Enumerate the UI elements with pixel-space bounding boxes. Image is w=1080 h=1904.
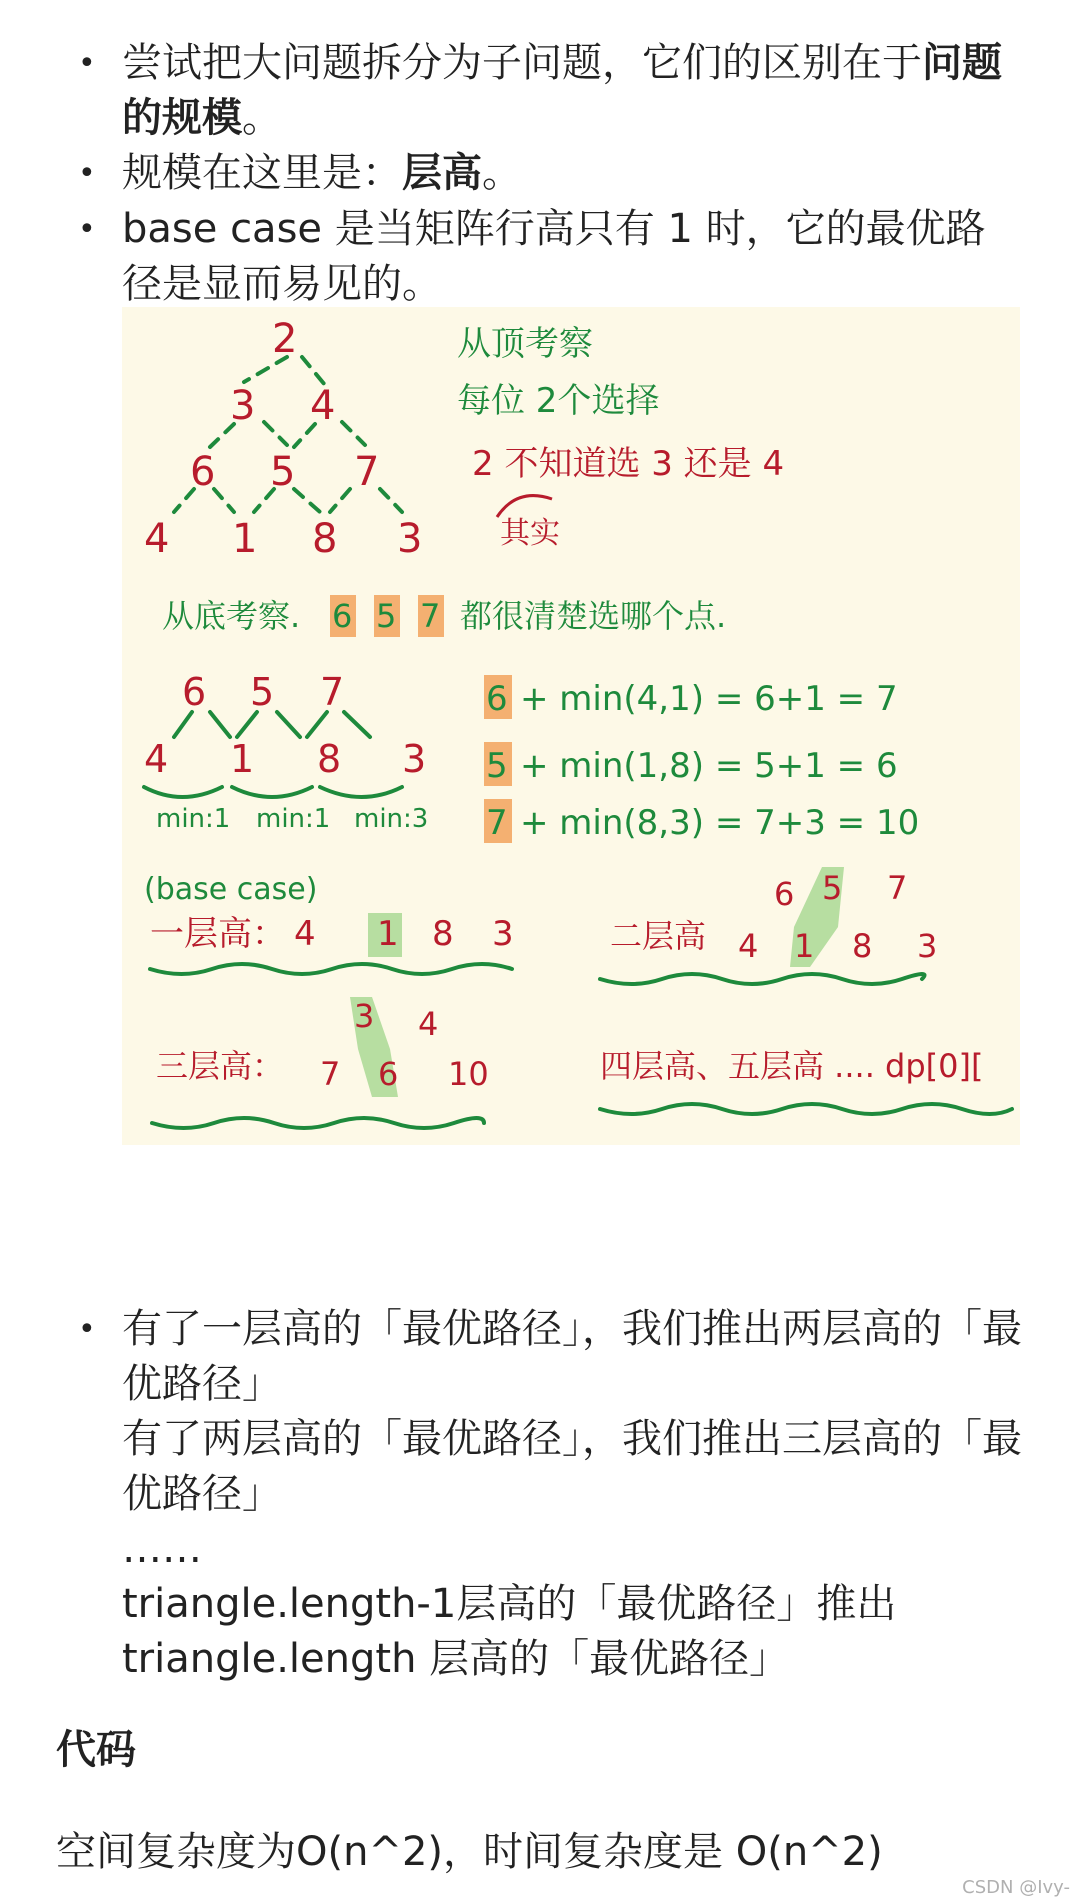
complexity-paragraph: 空间复杂度为O(n^2)，时间复杂度是 O(n^2) bbox=[56, 1829, 883, 1875]
equation-hl: 5 bbox=[486, 746, 508, 786]
bullet-item bbox=[122, 1302, 1022, 1687]
layer1-value: 1 bbox=[377, 914, 399, 954]
equation-hl: 6 bbox=[486, 679, 508, 719]
bullet-text: 尝试把大问题拆分为子问题，它们的区别在于 bbox=[122, 40, 922, 86]
bullet-text: 规模在这里是： bbox=[122, 150, 402, 196]
base-case-label: (base case) bbox=[144, 872, 318, 907]
note-text: 从顶考察 bbox=[457, 324, 593, 364]
triangle-node: 5 bbox=[270, 449, 296, 495]
bullet-text: 。 bbox=[482, 150, 522, 196]
bullet-item bbox=[122, 146, 1022, 201]
triangle-node: 1 bbox=[232, 516, 258, 562]
mini-bottom-node: 1 bbox=[230, 737, 255, 781]
equation-text: + min(4,1) = 6+1 = 7 bbox=[520, 679, 898, 719]
bullet-bold: 问题的规模 bbox=[122, 40, 1002, 141]
figure-canvas bbox=[122, 307, 1020, 1145]
bullet-line: • 有了一层高的「最优路径」，我们推出两层高的「最优路径」 bbox=[122, 1306, 1022, 1407]
layer1-value: 3 bbox=[492, 914, 514, 954]
mini-top-node: 5 bbox=[250, 670, 275, 714]
layer-label: 二层高 bbox=[610, 917, 707, 955]
equation-text: + min(1,8) = 5+1 = 6 bbox=[520, 746, 898, 786]
layer2-top-value: 6 bbox=[774, 875, 795, 913]
layer3-bottom-value: 10 bbox=[448, 1055, 489, 1093]
observation-hl: 6 bbox=[332, 597, 353, 635]
bullet-item bbox=[122, 202, 1022, 312]
layer2-bottom-value: 8 bbox=[852, 927, 873, 965]
note-text: 每位 2个选择 bbox=[457, 381, 660, 421]
bullet-text: 。 bbox=[242, 95, 282, 141]
note-text: 2 不知道选 3 还是 4 bbox=[472, 444, 785, 484]
note-text: 其实 bbox=[500, 516, 560, 551]
min-label: min:3 bbox=[354, 804, 429, 834]
triangle-node: 7 bbox=[354, 449, 380, 495]
triangle-node: 8 bbox=[312, 516, 338, 562]
bullet-bold: 层高 bbox=[402, 150, 482, 196]
bullet-line: …… bbox=[122, 1526, 202, 1572]
observation-hl: 7 bbox=[420, 597, 441, 635]
triangle-node: 4 bbox=[310, 383, 336, 429]
bullet-line: triangle.length-1层高的「最优路径」推出 bbox=[122, 1581, 897, 1627]
observation-hl: 5 bbox=[376, 597, 397, 635]
bullet-item bbox=[122, 36, 1022, 146]
layer-label: 一层高： bbox=[150, 914, 286, 954]
layer-label: 四层高、五层高 .... dp[0][ bbox=[600, 1047, 984, 1085]
layer2-top-value: 5 bbox=[822, 869, 843, 907]
bullet-text: base case 是当矩阵行高只有 1 时，它的最优路径是显而易见的。 bbox=[122, 206, 986, 307]
equation-hl: 7 bbox=[486, 803, 508, 843]
watermark: CSDN @Ivy- bbox=[962, 1877, 1070, 1898]
triangle-node: 3 bbox=[230, 383, 256, 429]
layer2-bottom-value: 4 bbox=[738, 927, 759, 965]
layer3-bottom-value: 6 bbox=[378, 1055, 399, 1093]
triangle-node: 3 bbox=[397, 516, 423, 562]
mini-top-node: 6 bbox=[182, 670, 207, 714]
layer3-top-value: 3 bbox=[354, 997, 375, 1035]
observation-text: 从底考察. bbox=[162, 597, 301, 635]
layer1-value: 4 bbox=[294, 914, 316, 954]
triangle-node: 6 bbox=[190, 449, 216, 495]
layer-label: 三层高： bbox=[156, 1047, 285, 1085]
layer1-value: 8 bbox=[432, 914, 454, 954]
min-label: min:1 bbox=[156, 804, 231, 834]
layer3-top-value: 4 bbox=[418, 1005, 439, 1043]
layer2-top-value: 7 bbox=[887, 869, 908, 907]
section-heading: 代码 bbox=[56, 1727, 136, 1773]
mini-bottom-node: 8 bbox=[317, 737, 342, 781]
layer3-bottom-value: 7 bbox=[320, 1055, 341, 1093]
layer2-bottom-value: 3 bbox=[917, 927, 938, 965]
bullet-line: triangle.length 层高的「最优路径」 bbox=[122, 1636, 790, 1682]
mini-top-node: 7 bbox=[320, 670, 345, 714]
min-label: min:1 bbox=[256, 804, 331, 834]
handwritten-figure bbox=[122, 307, 1020, 1145]
equation-text: + min(8,3) = 7+3 = 10 bbox=[520, 803, 920, 843]
bullet-line: 有了两层高的「最优路径」，我们推出三层高的「最优路径」 bbox=[122, 1416, 1022, 1517]
observation-text: 都很清楚选哪个点. bbox=[460, 597, 727, 635]
mini-bottom-node: 4 bbox=[144, 737, 169, 781]
mini-bottom-node: 3 bbox=[402, 737, 427, 781]
triangle-node: 2 bbox=[272, 316, 298, 362]
layer2-bottom-value: 1 bbox=[794, 927, 815, 965]
triangle-node: 4 bbox=[144, 516, 170, 562]
